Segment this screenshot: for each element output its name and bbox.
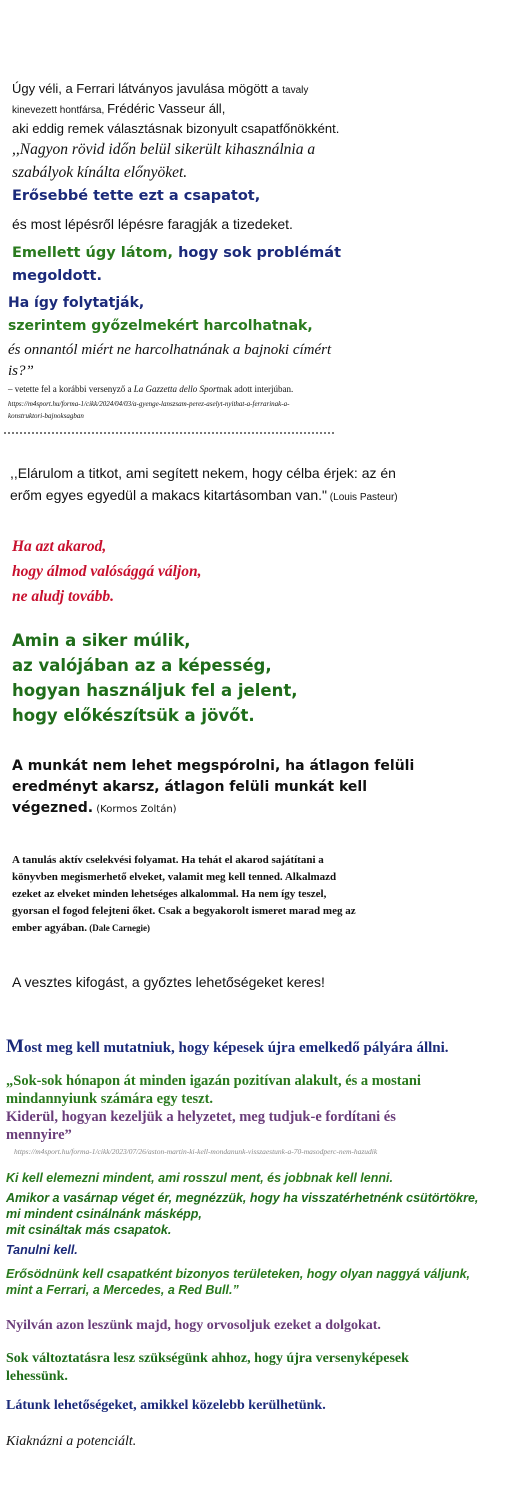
quote-line: és most lépésről lépésre faragják a tizedeket. — [12, 216, 293, 232]
statement-line: mint a Ferrari, a Mercedes, a Red Bull.” — [6, 1283, 239, 1297]
intro-small-text: kinevezett hontfársa, — [12, 105, 108, 116]
closing-line: Kiaknázni a potenciált. — [6, 1434, 137, 1449]
quote-line-bold — [12, 242, 341, 265]
closing-line: Látunk lehetőségeket, amikkel közelebb kerülhetünk. — [6, 1398, 326, 1413]
quote-line-bold: megoldott. — [12, 268, 102, 284]
aston-statement — [6, 1170, 478, 1298]
quote-author: (Louis Pasteur) — [327, 492, 398, 503]
quote-line: ne aludj tovább. — [12, 588, 115, 605]
dotted-divider — [4, 432, 334, 434]
quote-line: is?” — [8, 363, 34, 379]
quote-line: ,,Nagyon rövid időn belül sikerült kihasználnia a — [12, 141, 316, 158]
quote-fragment: ember agyában. — [12, 922, 87, 934]
intro-line-2 — [12, 100, 502, 120]
source-text: nak adott interjúban. — [218, 384, 294, 394]
quote-source — [8, 384, 293, 394]
quote-line: mennyire” — [6, 1127, 72, 1143]
quote-line: ezeket az elveket minden lehetséges alkalommal. Ha nem így teszel, — [12, 888, 327, 900]
statement-line: mit csináltak más csapatok. — [6, 1223, 172, 1237]
closing-line: lehessünk. — [6, 1369, 68, 1384]
quote-line: Kiderül, hogyan kezeljük a helyzetet, meg tudjuk-e fordítani és — [6, 1109, 396, 1125]
quote-line — [10, 484, 398, 509]
quote-line: A tanulás aktív cselekvési folyamat. Ha tehát el akarod sajátítani a — [12, 854, 324, 866]
source-text: – vetette fel a korábbi versenyző a — [8, 384, 134, 394]
quote-line: és onnantól miért ne harcolhatnának a bajnoki címért — [8, 342, 332, 358]
kormos-quote — [12, 756, 414, 820]
quote-fragment: Emellett úgy látom, — [12, 245, 174, 261]
closing-line: Sok változtatásra lesz szükségünk ahhoz, hogy újra versenyképesek — [6, 1351, 409, 1366]
statement-line: Amikor a vasárnap véget ér, megnézzük, hogy ha visszatérhetnénk csütörtökre, — [6, 1191, 479, 1205]
url-line: https://m4sport.hu/forma-1/cikk/2024/04/03/a-gyenge-lanszsam-perez-aselyt-nyithat-a-ferrarinak-a- — [8, 400, 290, 408]
quote-line-bold: Erősebbé tette ezt a csapatot, — [12, 188, 261, 204]
quote-bold-group — [12, 242, 341, 288]
statement-line: Tanulni kell. — [6, 1243, 78, 1257]
quote-line: mindannyiunk számára egy teszt. — [6, 1091, 214, 1107]
quote-line-bold: szerintem győzelmekért harcolhatnak, — [8, 318, 313, 334]
quote-line — [12, 920, 356, 937]
success-quote — [12, 628, 297, 728]
carnegie-quote — [12, 852, 356, 937]
intro-line-3: aki eddig remek választásnak bizonyult csapatfőnökként. — [12, 121, 340, 136]
quote-line: az valójában az a képesség, — [12, 656, 272, 675]
dream-quote — [12, 534, 201, 609]
statement-line: Ki kell elemezni mindent, ami rosszul ment, és jobbnak kell lenni. — [6, 1171, 393, 1185]
quote-line: ,,Elárulom a titkot, ami segített nekem, hogy célba érjek: az én — [10, 465, 396, 481]
intro-paragraph — [12, 80, 502, 138]
winner-quote: A vesztes kifogást, a győztes lehetőségeket keres! — [12, 974, 325, 990]
source-publication: La Gazzetta dello Sport — [133, 384, 219, 394]
heading-text: ost meg kell mutatniuk, hogy képesek újra emelkedő pályára állni. — [23, 1040, 449, 1056]
quote-line: könyvben megismerhető elveket, valamit meg kell tenned. Alkalmazd — [12, 871, 337, 883]
url-line: konstruktori-bajnoksagban — [8, 412, 84, 420]
statement-line: Erősödnünk kell csapatként bizonyos területeken, hogy olyan naggyá váljunk, — [6, 1267, 471, 1281]
quote-intro — [12, 138, 315, 184]
quote-line: gyorsan el fogod felejteni őket. Csak a begyakorolt ismeret marad meg az — [12, 905, 356, 917]
quote-line — [12, 798, 414, 820]
quote-line: hogy álmod valósággá váljon, — [12, 563, 202, 580]
quote-line-bold: Ha így folytatják, — [8, 295, 145, 311]
quote-line: szabályok kínálta előnyöket. — [12, 164, 188, 181]
quote-line: Amin a siker múlik, — [12, 631, 191, 650]
pasteur-quote — [10, 462, 398, 509]
aston-quote — [6, 1072, 421, 1144]
quote-fragment: hogy sok problémát — [173, 245, 342, 261]
heading-initial: M — [6, 1036, 24, 1057]
quote-author: (Kormos Zoltán) — [93, 804, 177, 815]
closing-line: Nyilván azon leszünk majd, hogy orvosoljuk ezeket a dolgokat. — [6, 1318, 381, 1333]
quote-line: A munkát nem lehet megspórolni, ha átlagon felüli — [12, 758, 415, 774]
quote-line: Ha azt akarod, — [12, 538, 107, 555]
quote-fragment: erőm egyes egyedül a makacs kitartásomban van." — [10, 487, 328, 503]
aston-heading — [6, 1036, 449, 1058]
quote-line: eredményt akarsz, átlagon felüli munkát kell — [12, 779, 368, 795]
intro-text: Frédéric Vasseur áll, — [107, 101, 226, 116]
quote-line: hogy előkészítsük a jövőt. — [12, 706, 255, 725]
closing-paragraph — [6, 1350, 409, 1386]
intro-line-1 — [12, 80, 502, 100]
quote-line: hogyan használjuk fel a jelent, — [12, 681, 298, 700]
quote-end — [8, 340, 331, 382]
statement-line: mi mindent csinálnánk másképp, — [6, 1207, 202, 1221]
quote-line: „Sok-sok hónapon át minden igazán pozitívan alakult, és a mostani — [6, 1073, 421, 1089]
source-url[interactable]: https://m4sport.hu/forma-1/cikk/2023/07/26/aston-martin-ki-kell-mondanunk-visszaestunk-a-70-masodperc-nem-hazudik — [14, 1147, 378, 1156]
source-url[interactable] — [8, 398, 289, 422]
quote-fragment: végezned. — [12, 800, 94, 816]
quote-author: (Dale Carnegie) — [86, 923, 150, 933]
intro-small-text: tavaly — [282, 85, 309, 96]
intro-text: Úgy véli, a Ferrari látványos javulása mögött a — [12, 81, 283, 96]
